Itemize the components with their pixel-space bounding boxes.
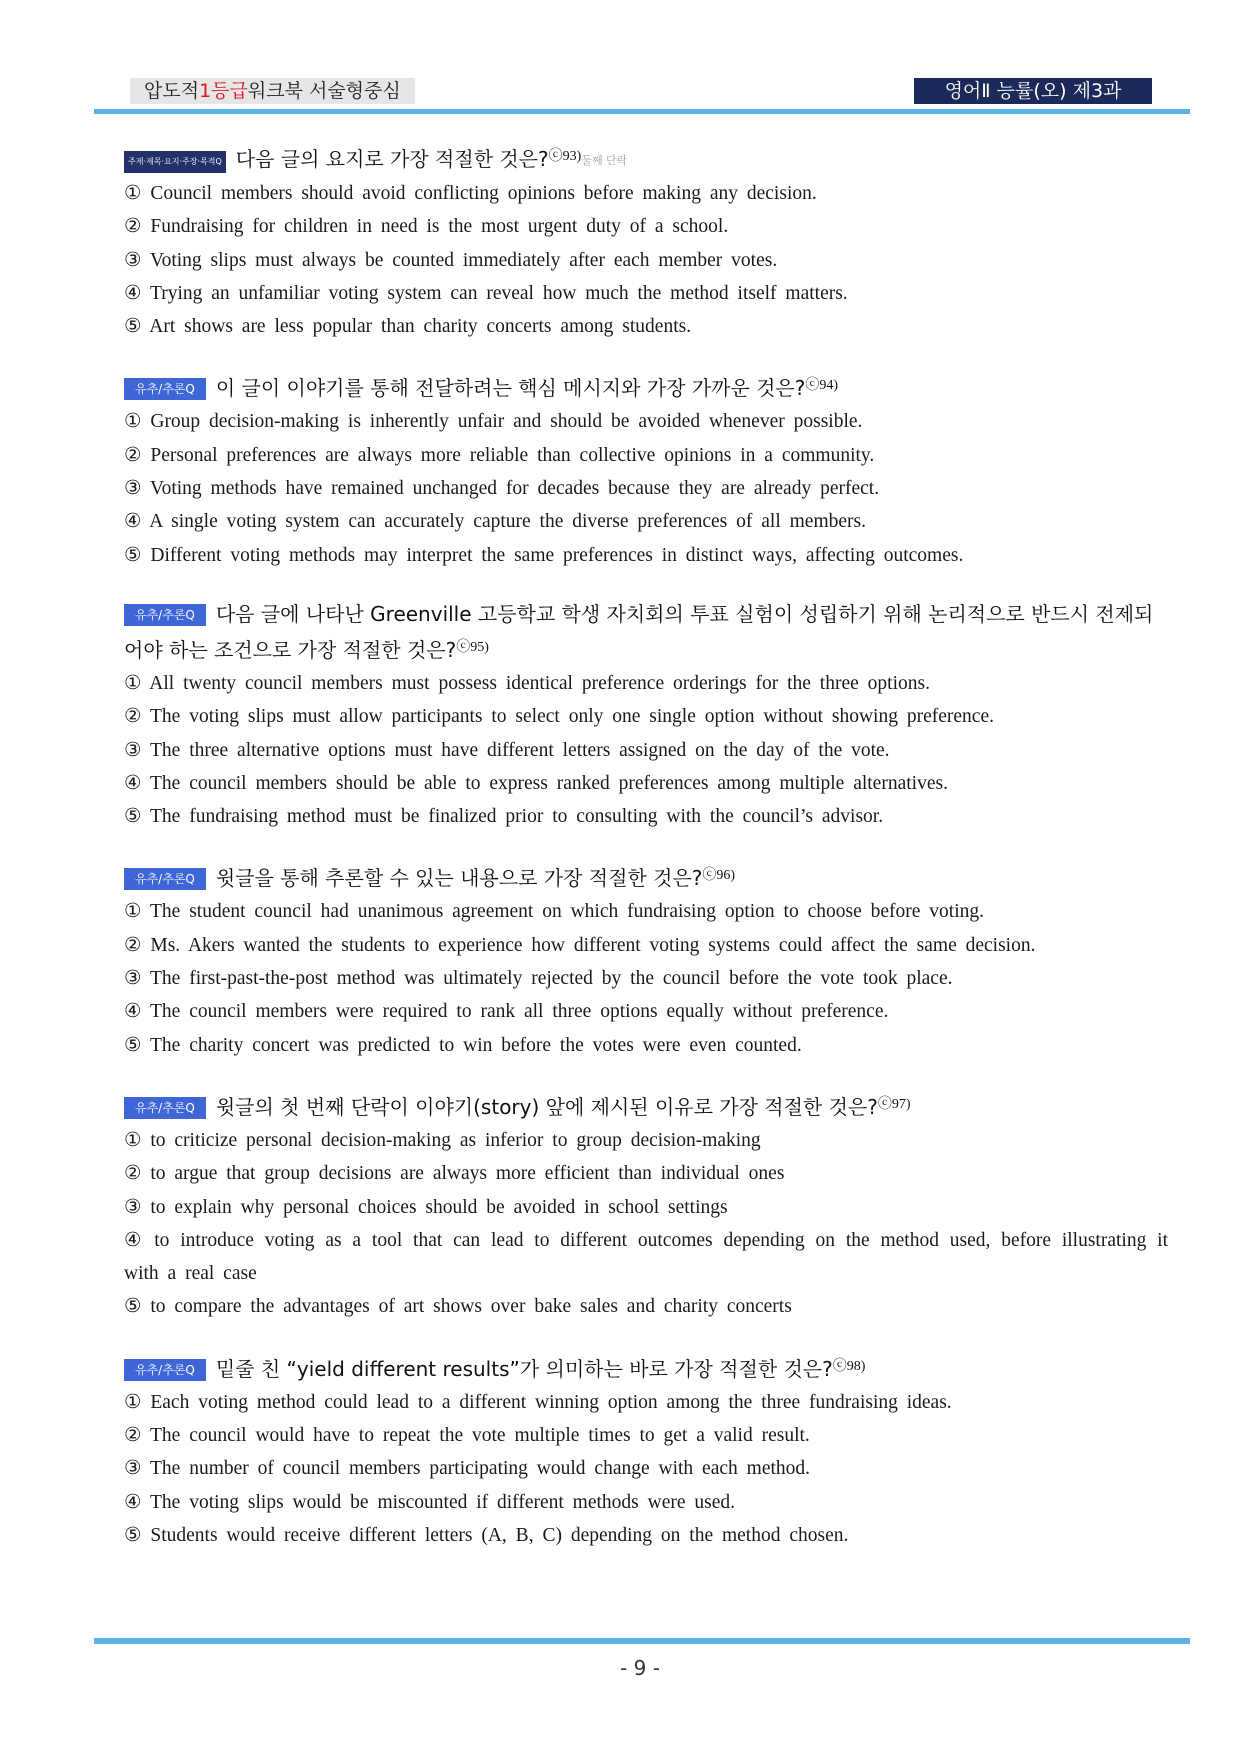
- workbook-title: 압도적1등급워크북 서술형중심: [130, 78, 415, 104]
- option-3: ③ to explain why personal choices should be avoided in school settings: [124, 1196, 728, 1218]
- question-title: 윗글의 첫 번째 단락이 이야기(story) 앞에 제시된 이유로 가장 적절한 것은?: [215, 1094, 878, 1119]
- option-5: ⑤ Art shows are less popular than charity concerts among students.: [124, 316, 692, 338]
- option-2: ② to argue that group decisions are always more efficient than individual ones: [124, 1163, 785, 1185]
- option-1: ① to criticize personal decision-making as inferior to group decision-making: [124, 1129, 761, 1151]
- option-2: ② Personal preferences are always more reliable than collective opinions in a community.: [124, 444, 875, 466]
- option-1: ① Each voting method could lead to a different winning option among the three fundraising ideas.: [124, 1391, 952, 1413]
- option-1: ① The student council had unanimous agreement on which fundraising option to choose before voting.: [124, 901, 984, 923]
- option-5: ⑤ The charity concert was predicted to win before the votes were even counted.: [124, 1034, 802, 1056]
- option-3: ③ Voting slips must always be counted immediately after each member votes.: [124, 249, 778, 271]
- question-title: 윗글을 통해 추론할 수 있는 내용으로 가장 적절한 것은?: [215, 866, 703, 891]
- question-header: [124, 140, 1168, 177]
- option-5: ⑤ Different voting methods may interpret the same preferences in distinct ways, affecting outcomes.: [124, 544, 964, 566]
- question-98: [124, 1350, 1168, 1552]
- question-93: [124, 140, 1168, 343]
- question-title: 밑줄 친 “yield different results”가 의미하는 바로 가장 적절한 것은?: [215, 1356, 833, 1381]
- workbook-title-accent: 1등급: [199, 80, 248, 102]
- answer-marker: ⓒ98): [832, 1358, 866, 1374]
- lesson-title: 영어Ⅱ 능률(오) 제3과: [914, 78, 1152, 104]
- question-96: [124, 859, 1168, 1061]
- question-header: [124, 859, 1168, 895]
- question-list: [124, 140, 1168, 1578]
- option-1: ① All twenty council members must possess identical preference orderings for the three options.: [124, 672, 930, 694]
- option-5: ⑤ Students would receive different letters (A, B, C) depending on the method chosen.: [124, 1524, 849, 1546]
- page-number: - 9 -: [620, 1656, 660, 1680]
- option-1: ① Council members should avoid conflicting opinions before making any decision.: [124, 183, 817, 204]
- option-2: ② Ms. Akers wanted the students to experience how different voting systems could affect the same decision.: [124, 934, 1036, 956]
- option-3: ③ Voting methods have remained unchanged for decades because they are already perfect.: [124, 478, 880, 500]
- option-3: ③ The three alternative options must have different letters assigned on the day of the vote.: [124, 739, 890, 761]
- question-title: 다음 글의 요지로 가장 적절한 것은?: [235, 147, 549, 171]
- option-4: ④ Trying an unfamiliar voting system can reveal how much the method itself matters.: [124, 282, 848, 304]
- header-rule: [94, 109, 1190, 114]
- question-header: [124, 598, 1168, 667]
- option-3: ③ The number of council members participating would change with each method.: [124, 1458, 811, 1480]
- question-type-tag: 유추/추론Q: [124, 604, 206, 626]
- option-2: ② The voting slips must allow participants to select only one single option without showing preference.: [124, 706, 994, 728]
- option-4: ④ to introduce voting as a tool that can lead to different outcomes depending on the method used, before illustrating it with a real case: [124, 1229, 1168, 1285]
- option-5: ⑤ to compare the advantages of art shows over bake sales and charity concerts: [124, 1296, 792, 1318]
- option-3: ③ The first-past-the-post method was ultimately rejected by the council before the vote took place.: [124, 968, 953, 990]
- answer-marker: ⓒ97): [877, 1096, 911, 1112]
- paragraph-note: 둘째 단락: [581, 154, 628, 167]
- answer-marker: ⓒ95): [456, 639, 489, 655]
- answer-marker: ⓒ96): [702, 868, 736, 884]
- option-2: ② The council would have to repeat the vote multiple times to get a valid result.: [124, 1425, 810, 1447]
- answer-marker: ⓒ93): [548, 149, 582, 164]
- question-type-tag: 주제·제목·요지·주장·목적Q: [124, 151, 226, 173]
- option-4: ④ A single voting system can accurately capture the diverse preferences of all members.: [124, 511, 866, 533]
- question-type-tag: 유추/추론Q: [124, 1359, 206, 1381]
- option-4: ④ The council members should be able to express ranked preferences among multiple alternatives.: [124, 772, 948, 794]
- question-95: [124, 598, 1168, 833]
- answer-marker: ⓒ94): [805, 378, 839, 394]
- question-94: [124, 369, 1168, 571]
- question-header: [124, 1350, 1168, 1386]
- option-4: ④ The council members were required to rank all three options equally without preference.: [124, 1001, 889, 1023]
- question-title: 이 글이 이야기를 통해 전달하려는 핵심 메시지와 가장 가까운 것은?: [215, 376, 806, 401]
- question-type-tag: 유추/추론Q: [124, 1097, 206, 1119]
- option-2: ② Fundraising for children in need is the most urgent duty of a school.: [124, 216, 729, 238]
- footer-rule: [94, 1638, 1190, 1644]
- question-header: [124, 1088, 1168, 1124]
- option-5: ⑤ The fundraising method must be finalized prior to consulting with the council’s advisor.: [124, 806, 884, 828]
- question-type-tag: 유추/추론Q: [124, 868, 206, 890]
- question-header: [124, 369, 1168, 405]
- option-1: ① Group decision-making is inherently unfair and should be avoided whenever possible.: [124, 411, 863, 433]
- question-type-tag: 유추/추론Q: [124, 378, 206, 400]
- question-97: [124, 1088, 1168, 1324]
- question-title: 다음 글에 나타난 Greenville 고등학교 학생 자치회의 투표 실험이 성립하기 위해 논리적으로 반드시 전제되어야 하는 조건으로 가장 적절한 것은?: [124, 601, 1154, 662]
- option-4: ④ The voting slips would be miscounted if different methods were used.: [124, 1491, 735, 1513]
